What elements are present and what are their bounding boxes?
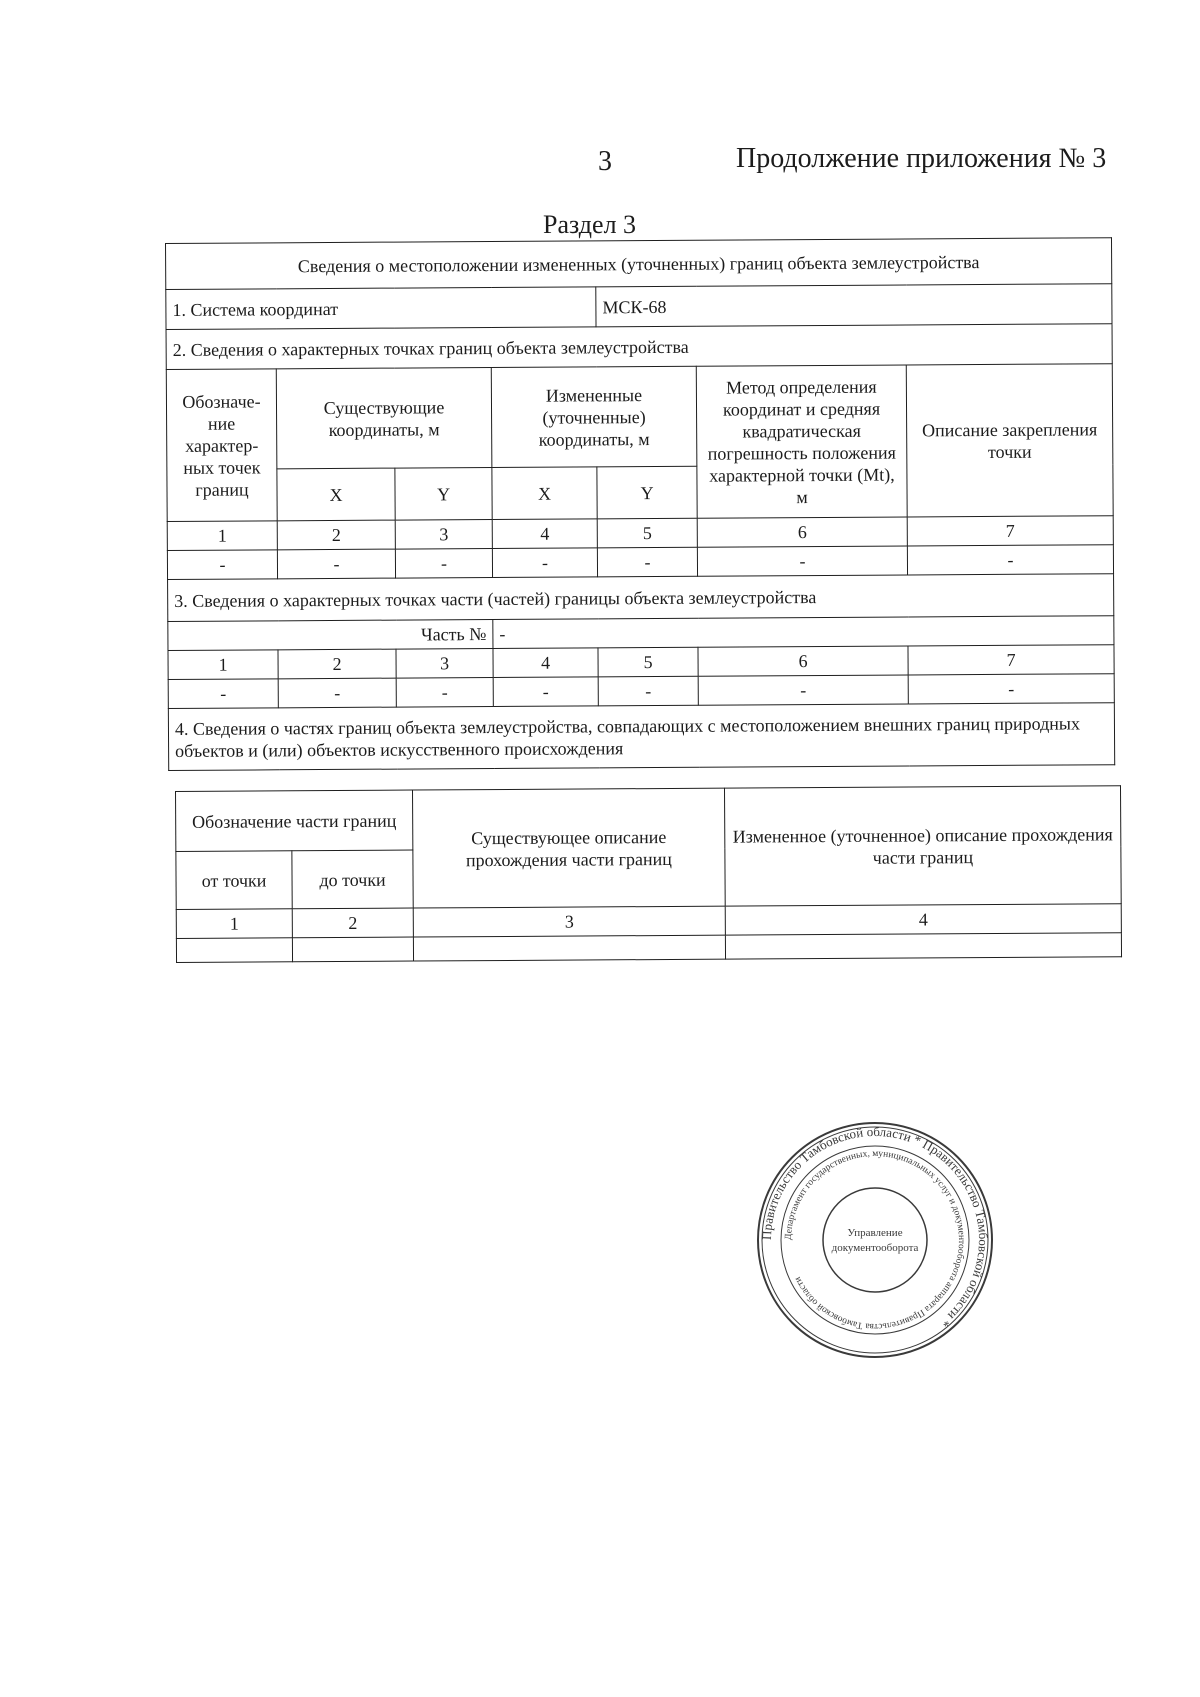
- column-number: 3: [396, 649, 493, 679]
- column-number: 5: [597, 518, 697, 548]
- fixing-header: Описание закрепления точки: [906, 364, 1113, 517]
- section2-header-row: [166, 364, 1113, 470]
- table-cell: -: [277, 549, 395, 579]
- table-title: Сведения о местоположении измененных (уточненных) границ объекта землеустройства: [166, 238, 1112, 290]
- table-cell: [292, 937, 413, 962]
- section-title: Раздел 3: [543, 210, 637, 239]
- table-cell: -: [492, 548, 597, 578]
- changed-x-header: X: [492, 467, 597, 520]
- coord-system-label: 1. Система координат: [166, 287, 596, 330]
- section2-title: 2. Сведения о характерных точках границ объекта землеустройства: [166, 324, 1112, 370]
- table-cell: -: [697, 546, 907, 576]
- part-number-value: -: [493, 616, 1114, 649]
- column-number: 7: [907, 516, 1113, 546]
- section3-title: 3. Сведения о характерных точках части (частей) границы объекта землеустройства: [168, 574, 1114, 622]
- changed-y-header: Y: [597, 466, 697, 519]
- table-cell: -: [493, 677, 598, 707]
- existing-y-header: Y: [395, 468, 492, 521]
- page-number: 3: [598, 146, 612, 177]
- column-number: 1: [176, 909, 292, 939]
- changed-description-header: Измененное (уточненное) описание прохождения части границ: [724, 786, 1121, 906]
- table-title-row: [166, 238, 1112, 290]
- table-cell: -: [167, 550, 277, 580]
- column-number: 4: [725, 904, 1121, 935]
- stamp-inner-text: Департамент государственных, муниципальных услуг и документооборота аппарата Правительства Тамбовской области: [783, 1148, 967, 1332]
- table-cell: -: [907, 545, 1113, 575]
- column-number: 4: [492, 519, 597, 549]
- column-number: 5: [598, 647, 698, 677]
- table-cell: [725, 933, 1121, 959]
- existing-coords-header: Существующие координаты, м: [276, 368, 492, 469]
- table-cell: -: [395, 549, 492, 579]
- stamp-middle-ring: [781, 1146, 969, 1334]
- table-cell: -: [698, 675, 908, 705]
- stamp-center-ring: [823, 1188, 927, 1292]
- table-cell: -: [598, 676, 698, 706]
- table-cell: -: [597, 547, 697, 577]
- column-number: 1: [167, 521, 277, 551]
- method-header: Метод определения координат и средняя квадратическая погрешность положения характерной точки (Mt), м: [696, 365, 907, 518]
- column-number: 3: [413, 906, 725, 937]
- table-cell: -: [908, 674, 1114, 704]
- section4-title: 4. Сведения о частях границ объекта землеустройства, совпадающих с местоположением внешних границ природных объектов и (или) объектов искусственного происхождения: [168, 703, 1114, 771]
- column-number: 2: [292, 908, 413, 938]
- column-number: 4: [493, 648, 598, 678]
- column-number: 6: [698, 646, 908, 676]
- to-point-header: до точки: [292, 850, 413, 909]
- from-point-header: от точки: [176, 851, 292, 910]
- section4-header-row: [176, 786, 1121, 852]
- column-number: 3: [395, 520, 492, 550]
- stamp-center-line2: документооборота: [831, 1242, 919, 1254]
- column-number: 1: [168, 650, 278, 680]
- natural-boundaries-table: [175, 785, 1122, 963]
- part-number-label: Часть №: [168, 620, 493, 651]
- section3-title-row: [168, 574, 1114, 622]
- table-cell: -: [396, 678, 493, 708]
- stamp-center-line1: Управление: [847, 1227, 903, 1239]
- column-number: 6: [697, 517, 907, 547]
- table-cell: [176, 938, 292, 963]
- section2-title-row: [166, 324, 1112, 370]
- official-stamp: [755, 1120, 995, 1360]
- section4-data-row: [176, 933, 1121, 963]
- part-designation-header: Обозначение части границ: [176, 790, 413, 851]
- table-cell: -: [168, 679, 278, 709]
- stamp-outer-text: Правительство Тамбовской области * Правительство Тамбовской области *: [758, 1123, 992, 1331]
- column-number: 2: [278, 649, 396, 679]
- table-cell: -: [278, 678, 396, 708]
- table-cell: [413, 935, 725, 961]
- changed-coords-header: Измененные (уточненные) координаты, м: [491, 366, 697, 467]
- coord-system-value: МСК-68: [596, 284, 1112, 327]
- column-number: 2: [277, 520, 395, 550]
- column-number: 7: [908, 645, 1114, 675]
- existing-x-header: X: [277, 468, 395, 521]
- land-boundary-table: [165, 237, 1115, 771]
- designation-header: Обозначе-ние характер-ных точек границ: [166, 369, 277, 522]
- section4-title-row: [168, 703, 1114, 771]
- appendix-continuation-heading: Продолжение приложения № 3: [736, 143, 1107, 174]
- existing-description-header: Существующее описание прохождения части границ: [412, 788, 725, 908]
- coord-system-row: [166, 284, 1112, 330]
